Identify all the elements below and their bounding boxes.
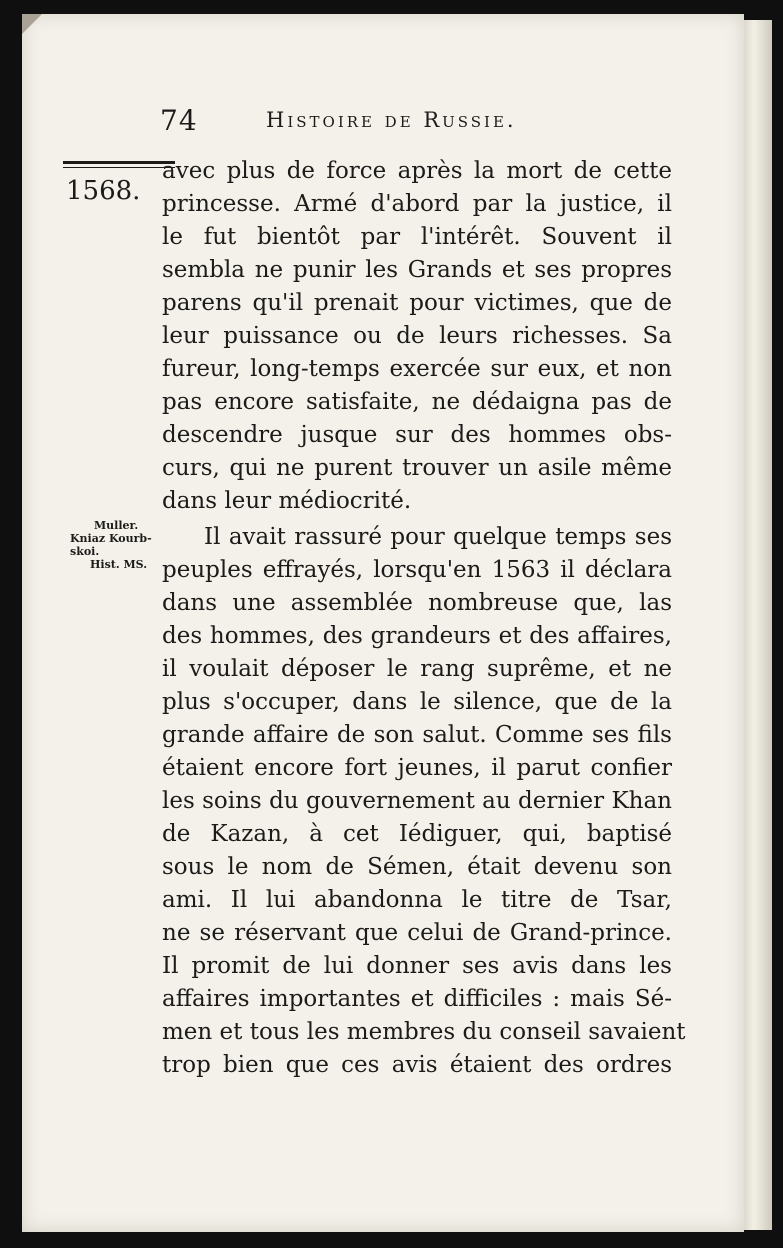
text-line: leur puissance ou de leurs richesses. Sa	[162, 323, 672, 349]
text-line: avec plus de force après la mort de cette	[162, 158, 672, 184]
book-page	[22, 14, 744, 1232]
text-line: sembla ne punir les Grands et ses propres	[162, 257, 672, 283]
margin-note-line: Hist. MS.	[90, 558, 148, 571]
margin-rule-thin	[63, 167, 175, 168]
text-line: affaires importantes et difficiles : mais Sé-	[162, 986, 672, 1012]
running-head	[160, 104, 680, 144]
text-line: trop bien que ces avis étaient des ordres	[162, 1052, 672, 1078]
text-line: curs, qui ne purent trouver un asile même	[162, 455, 672, 481]
page-number: 74	[160, 104, 198, 137]
text-line: princesse. Armé d'abord par la justice, il	[162, 191, 672, 217]
text-line: ne se réservant que celui de Grand-prince.	[162, 920, 672, 946]
margin-source-note	[70, 519, 165, 571]
text-line: sous le nom de Sémen, était devenu son	[162, 854, 672, 880]
text-line-indent: Il avait rassuré pour quelque temps ses	[204, 524, 672, 550]
text-line: dans une assemblée nombreuse que, las	[162, 590, 672, 616]
text-line: il voulait déposer le rang suprême, et ne	[162, 656, 672, 682]
text-line: pas encore satisfaite, ne dédaigna pas de	[162, 389, 672, 415]
margin-note-line: Kniaz Kourb-	[70, 532, 152, 545]
text-line: de Kazan, à cet Iédiguer, qui, baptisé	[162, 821, 672, 847]
text-line: dans leur médiocrité.	[162, 488, 412, 514]
text-line: parens qu'il prenait pour victimes, que de	[162, 290, 672, 316]
text-line: descendre jusque sur des hommes obs-	[162, 422, 672, 448]
text-line: fureur, long-temps exercée sur eux, et non	[162, 356, 672, 382]
next-page-edge	[742, 20, 772, 1230]
margin-note-line: Muller.	[94, 519, 139, 532]
margin-rule	[63, 161, 175, 164]
text-line: grande affaire de son salut. Comme ses fils	[162, 722, 672, 748]
running-title: Histoire de Russie.	[266, 108, 517, 132]
text-line: plus s'occuper, dans le silence, que de la	[162, 689, 672, 715]
text-line: ami. Il lui abandonna le titre de Tsar,	[162, 887, 672, 913]
margin-year: 1568.	[66, 176, 141, 206]
text-line: Il promit de lui donner ses avis dans les	[162, 953, 672, 979]
text-line: les soins du gouvernement au dernier Khan	[162, 788, 672, 814]
text-line: étaient encore fort jeunes, il parut confier	[162, 755, 672, 781]
text-line: le fut bientôt par l'intérêt. Souvent il	[162, 224, 672, 250]
text-line: men et tous les membres du conseil savaient	[162, 1019, 686, 1045]
text-line: peuples effrayés, lorsqu'en 1563 il déclara	[162, 557, 672, 583]
text-line: des hommes, des grandeurs et des affaires,	[162, 623, 672, 649]
margin-note-line: skoi.	[70, 545, 100, 558]
corner-fold	[22, 14, 44, 36]
